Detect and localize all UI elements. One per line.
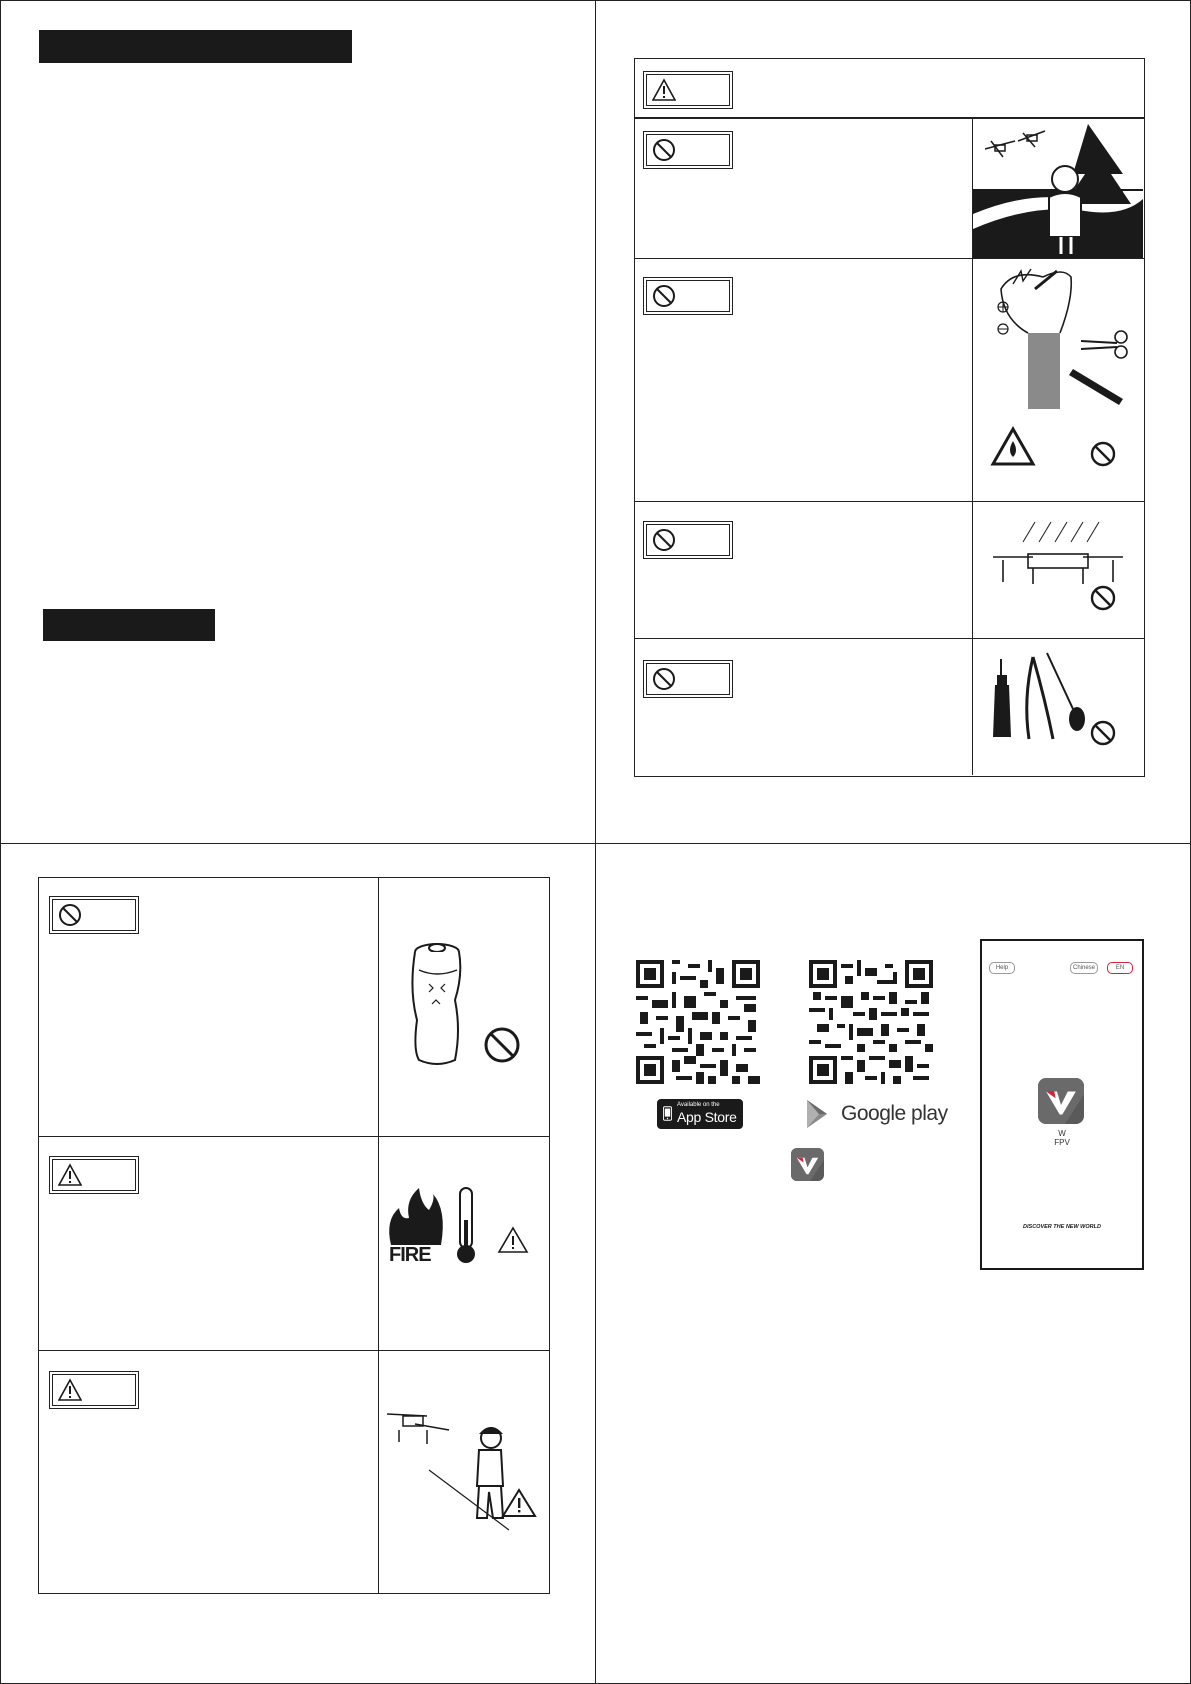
prohibited-icon <box>652 284 676 308</box>
fire-text: FIRE <box>389 1244 431 1266</box>
prohibited-icon <box>652 138 676 162</box>
section-heading-bar-2 <box>43 609 215 641</box>
wfpv-logo-icon <box>1038 1078 1084 1124</box>
app-tagline: DISCOVER THE NEW WORLD <box>1023 1224 1101 1230</box>
prohibited-icon <box>58 903 82 927</box>
prohibited-icon <box>652 528 676 552</box>
app-name-line1: W <box>1058 1129 1066 1138</box>
prohibited-icon <box>652 667 676 691</box>
drone-person-tree-illustration <box>973 119 1143 258</box>
warning-badge <box>643 71 733 109</box>
horizontal-fold-line <box>0 843 1191 844</box>
table-divider <box>38 1136 550 1137</box>
drone-rain-illustration <box>973 502 1143 638</box>
googleplay-text: Google play <box>841 1102 948 1125</box>
app-name-line2: FPV <box>1054 1138 1070 1147</box>
app-icon-small[interactable] <box>791 1148 824 1181</box>
swollen-battery-illustration <box>379 920 547 1070</box>
warning-badge <box>49 1371 139 1409</box>
prohibited-badge <box>643 277 733 315</box>
table-divider <box>38 1350 550 1351</box>
warning-badge <box>49 1156 139 1194</box>
iphone-icon <box>663 1105 672 1122</box>
prohibited-badge <box>643 660 733 698</box>
fire-thermometer-icon <box>379 1180 547 1290</box>
chinese-button[interactable]: Chinese <box>1070 962 1098 974</box>
appstore-qr-code[interactable] <box>636 960 760 1084</box>
appstore-big-text: App Store <box>677 1109 737 1125</box>
prohibited-badge <box>643 521 733 559</box>
warning-triangle-icon <box>58 1163 82 1187</box>
googleplay-qr-code[interactable] <box>809 960 933 1084</box>
app-screen-mockup <box>980 939 1144 1270</box>
play-triangle-icon <box>805 1098 829 1130</box>
vertical-fold-line <box>595 0 596 1684</box>
app-icon-large[interactable] <box>1038 1078 1084 1124</box>
appstore-small-text: Available on the <box>677 1102 720 1108</box>
drone-operator-illustration <box>379 1400 547 1540</box>
tools-illustration <box>973 639 1143 775</box>
prohibited-badge <box>49 896 139 934</box>
section-heading-bar <box>39 30 352 63</box>
warning-triangle-icon <box>652 78 676 102</box>
en-button[interactable]: EN <box>1107 962 1133 974</box>
warning-triangle-icon <box>58 1378 82 1402</box>
googleplay-badge[interactable] <box>805 1096 948 1132</box>
help-button[interactable]: Help <box>989 962 1015 974</box>
fire-temperature-illustration <box>379 1180 547 1290</box>
prohibited-badge <box>643 131 733 169</box>
battery-hazard-illustration <box>973 259 1143 501</box>
wfpv-logo-icon <box>791 1148 824 1181</box>
appstore-badge[interactable] <box>657 1099 743 1129</box>
